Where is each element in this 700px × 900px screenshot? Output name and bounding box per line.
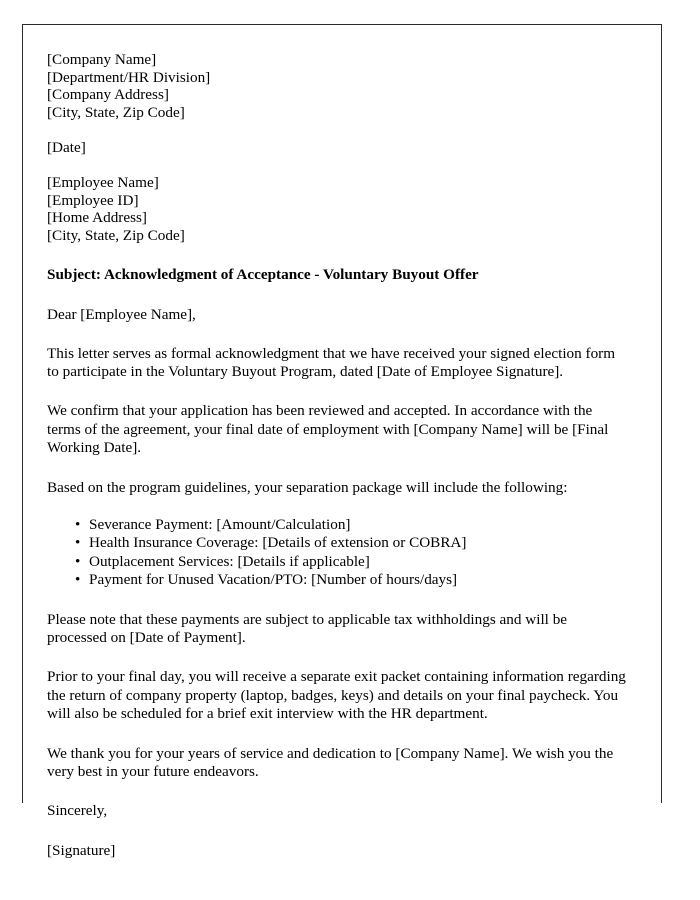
subject-line: Subject: Acknowledgment of Acceptance - Voluntary Buyout Offer xyxy=(47,265,479,283)
body-paragraph-4: Please note that these payments are subject to applicable tax withholdings and will be processed on [Date of Payment]. xyxy=(47,610,568,646)
list-item xyxy=(75,515,627,534)
bullet-icon: • xyxy=(75,552,81,570)
body-paragraph-1: This letter serves as formal acknowledgment that we have received your signed election form to participate in the Voluntary Buyout Program, dated [Date of Employee Signature]. xyxy=(47,344,616,380)
sender-address-line: [Company Name] xyxy=(47,51,157,68)
document-body xyxy=(47,51,627,860)
date-line: [Date] xyxy=(47,138,86,156)
spacer xyxy=(47,157,627,175)
closing-line: Sincerely, xyxy=(47,802,108,820)
recipient-address-line: [Employee ID] xyxy=(47,191,139,209)
bullet-icon: • xyxy=(75,534,81,552)
list-item-label: Severance Payment: [Amount/Calculation] xyxy=(89,515,351,533)
sender-address-block xyxy=(47,51,627,121)
body-paragraph-6: We thank you for your years of service and dedication to [Company Name]. We wish you the very best in your future endeavors. xyxy=(47,744,614,781)
benefits-list xyxy=(47,516,627,590)
document-page xyxy=(22,24,662,859)
list-item-label: Outplacement Services: [Details if applicable] xyxy=(89,552,370,570)
salutation: Dear [Employee Name], xyxy=(47,305,196,323)
recipient-address-line: [Home Address] xyxy=(47,209,147,227)
list-item xyxy=(75,552,627,571)
bullet-icon: • xyxy=(75,515,81,533)
list-item xyxy=(75,534,627,552)
date-block xyxy=(47,139,627,157)
body-paragraph-2: We confirm that your application has been reviewed and accepted. In accordance with the terms of the agreement, your final date of employment with [Company Name] will be [Final Working Date]. xyxy=(47,402,609,457)
list-item-label: Health Insurance Coverage: [Details of extension or COBRA] xyxy=(89,534,467,552)
sender-address-line: [City, State, Zip Code] xyxy=(47,103,185,121)
bullet-icon: • xyxy=(75,571,81,589)
signature-line: [Signature] xyxy=(47,841,116,859)
sender-address-line: [Company Address] xyxy=(47,86,169,104)
list-item xyxy=(75,571,627,589)
body-paragraph-5: Prior to your final day, you will receive a separate exit packet containing information regarding the return of company property (laptop, badges, keys) and details on your final paycheck. You will also be scheduled for a brief exit interview with the HR department. xyxy=(47,668,626,723)
list-item-label: Payment for Unused Vacation/PTO: [Number of hours/days] xyxy=(89,571,458,589)
spacer xyxy=(47,121,627,139)
recipient-address-line: [City, State, Zip Code] xyxy=(47,226,185,244)
sender-address-line: [Department/HR Division] xyxy=(47,68,211,86)
recipient-address-block xyxy=(47,174,627,244)
recipient-address-line: [Employee Name] xyxy=(47,174,159,192)
body-paragraph-3: Based on the program guidelines, your separation package will include the following: xyxy=(47,478,568,496)
